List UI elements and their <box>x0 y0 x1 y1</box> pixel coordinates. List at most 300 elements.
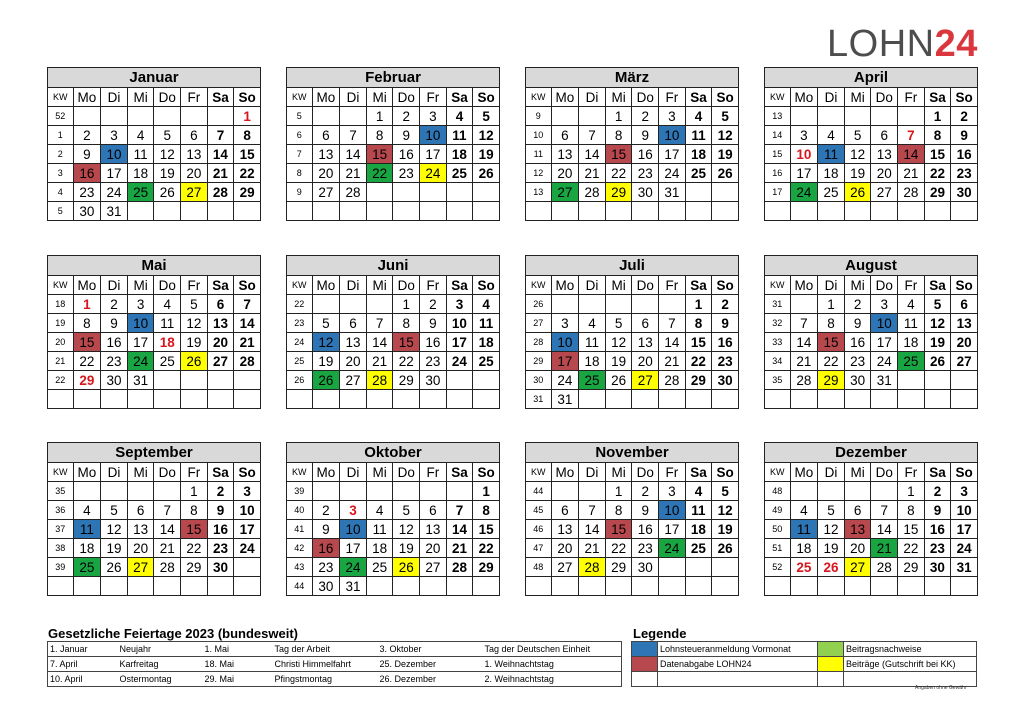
day-cell: 2 <box>844 295 871 314</box>
day-cell: 23 <box>924 539 951 558</box>
day-cell <box>340 390 367 409</box>
holiday-day-cell: 7 <box>898 126 925 145</box>
day-cell: 10 <box>446 314 473 333</box>
day-cell: 4 <box>473 295 500 314</box>
day-cell <box>154 202 181 221</box>
week-number: 17 <box>765 183 791 202</box>
day-cell: 27 <box>127 558 154 577</box>
week-row <box>48 126 261 145</box>
day-cell: 22 <box>605 164 632 183</box>
day-cell: 4 <box>818 126 845 145</box>
day-cell: 9 <box>632 126 659 145</box>
day-cell <box>181 390 208 409</box>
day-cell: 17 <box>234 520 261 539</box>
day-cell: 9 <box>924 501 951 520</box>
day-cell: 14 <box>234 314 261 333</box>
day-cell: 25 <box>154 352 181 371</box>
day-cell: 31 <box>951 558 978 577</box>
day-cell: 8 <box>605 126 632 145</box>
day-cell: 15 <box>605 145 632 164</box>
day-cell: 7 <box>790 314 818 333</box>
day-cell: 25 <box>685 164 712 183</box>
day-cell <box>605 202 632 221</box>
week-number <box>287 202 313 221</box>
holiday-name: 2. Weihnachtstag <box>483 672 622 687</box>
day-cell <box>632 390 659 409</box>
day-cell: 5 <box>712 482 739 501</box>
day-cell: 25 <box>366 558 393 577</box>
day-cell <box>790 107 818 126</box>
day-cell: 20 <box>340 352 367 371</box>
day-cell: 3 <box>420 107 447 126</box>
day-cell: 31 <box>101 202 128 221</box>
day-cell: 21 <box>446 539 473 558</box>
day-cell: 9 <box>420 314 447 333</box>
weekday-header: Do <box>393 463 420 482</box>
legend-swatch <box>818 642 844 657</box>
day-cell: 12 <box>818 520 845 539</box>
week-number: 5 <box>287 107 313 126</box>
day-cell: 21 <box>579 164 606 183</box>
day-cell: 1 <box>605 107 632 126</box>
week-row <box>765 390 978 409</box>
day-cell <box>420 183 447 202</box>
kw-header: KW <box>765 276 791 295</box>
week-number: 19 <box>48 314 74 333</box>
day-cell <box>312 107 340 126</box>
day-cell <box>340 202 367 221</box>
week-row <box>48 295 261 314</box>
day-cell: 30 <box>951 183 978 202</box>
day-cell: 18 <box>898 333 925 352</box>
weekday-header: Do <box>871 463 898 482</box>
weekday-header: Mi <box>605 88 632 107</box>
weekday-header: Di <box>818 463 845 482</box>
weekday-header: Mo <box>312 463 340 482</box>
day-cell: 22 <box>818 352 845 371</box>
week-row <box>765 107 978 126</box>
day-cell: 7 <box>340 126 367 145</box>
month-title: August <box>765 256 978 276</box>
month-calendar <box>525 67 739 221</box>
day-cell: 19 <box>818 539 845 558</box>
week-number: 10 <box>526 126 552 145</box>
day-cell: 26 <box>473 164 500 183</box>
week-number: 23 <box>287 314 313 333</box>
weekday-header: Sa <box>685 276 712 295</box>
day-cell: 12 <box>393 520 420 539</box>
day-cell <box>844 577 871 596</box>
day-cell: 28 <box>579 558 606 577</box>
weekday-header: Fr <box>898 276 925 295</box>
week-number: 28 <box>526 333 552 352</box>
day-cell <box>393 202 420 221</box>
day-cell: 3 <box>446 295 473 314</box>
week-row <box>765 539 978 558</box>
weekday-header: Do <box>393 276 420 295</box>
day-cell: 9 <box>312 520 340 539</box>
day-cell <box>844 390 871 409</box>
day-cell: 24 <box>340 558 367 577</box>
weekday-header: So <box>234 88 261 107</box>
day-cell: 13 <box>127 520 154 539</box>
day-cell: 28 <box>366 371 393 390</box>
day-cell: 23 <box>712 352 739 371</box>
weekday-header: Do <box>154 88 181 107</box>
day-cell: 13 <box>312 145 340 164</box>
day-cell: 25 <box>127 183 154 202</box>
logo-text-24: 24 <box>934 23 978 65</box>
day-cell: 26 <box>312 371 340 390</box>
day-cell <box>871 482 898 501</box>
day-cell: 1 <box>924 107 951 126</box>
week-row <box>287 145 500 164</box>
week-row <box>287 107 500 126</box>
weekday-header: Mo <box>551 463 579 482</box>
day-cell: 18 <box>685 145 712 164</box>
day-cell: 6 <box>551 126 579 145</box>
day-cell <box>898 577 925 596</box>
day-cell: 18 <box>790 539 818 558</box>
day-cell: 16 <box>632 520 659 539</box>
day-cell: 6 <box>951 295 978 314</box>
day-cell: 22 <box>898 539 925 558</box>
day-cell: 28 <box>790 371 818 390</box>
week-row <box>526 126 739 145</box>
day-cell: 1 <box>366 107 393 126</box>
day-cell: 3 <box>951 482 978 501</box>
day-cell: 20 <box>844 539 871 558</box>
week-row <box>765 333 978 352</box>
week-row <box>765 352 978 371</box>
day-cell: 19 <box>712 145 739 164</box>
weekday-header: Fr <box>181 276 208 295</box>
week-number: 39 <box>48 558 74 577</box>
weekday-header: Di <box>340 276 367 295</box>
day-cell <box>366 183 393 202</box>
day-cell: 10 <box>127 314 154 333</box>
day-cell <box>579 107 606 126</box>
day-cell: 19 <box>605 352 632 371</box>
day-cell: 24 <box>101 183 128 202</box>
day-cell: 28 <box>659 371 686 390</box>
weekday-header: Do <box>871 88 898 107</box>
day-cell: 28 <box>207 183 234 202</box>
day-cell <box>924 371 951 390</box>
day-cell <box>207 371 234 390</box>
day-cell: 15 <box>181 520 208 539</box>
day-cell: 24 <box>659 539 686 558</box>
day-cell: 5 <box>844 126 871 145</box>
holiday-name: Tag der Deutschen Einheit <box>483 642 622 657</box>
day-cell: 15 <box>73 333 101 352</box>
holiday-date: 25. Dezember <box>378 657 483 672</box>
day-cell: 18 <box>579 352 606 371</box>
day-cell: 10 <box>420 126 447 145</box>
week-row <box>48 333 261 352</box>
week-number <box>765 390 791 409</box>
day-cell: 26 <box>712 164 739 183</box>
day-cell: 12 <box>712 501 739 520</box>
day-cell: 12 <box>473 126 500 145</box>
day-cell: 3 <box>659 107 686 126</box>
day-cell <box>366 295 393 314</box>
day-cell: 27 <box>181 183 208 202</box>
day-cell: 20 <box>127 539 154 558</box>
day-cell <box>73 390 101 409</box>
week-row <box>287 390 500 409</box>
day-cell <box>101 482 128 501</box>
weekday-header: Di <box>579 463 606 482</box>
day-cell <box>790 202 818 221</box>
holiday-date: 10. April <box>48 672 118 687</box>
day-cell <box>207 202 234 221</box>
day-cell: 29 <box>393 371 420 390</box>
day-cell: 15 <box>393 333 420 352</box>
day-cell: 11 <box>685 126 712 145</box>
weekday-header: Mi <box>844 88 871 107</box>
day-cell <box>473 577 500 596</box>
day-cell: 17 <box>340 539 367 558</box>
day-cell: 19 <box>473 145 500 164</box>
weekday-header: Do <box>632 276 659 295</box>
day-cell <box>234 202 261 221</box>
day-cell <box>579 577 606 596</box>
legend-label: Lohnsteueranmeldung Vormonat <box>658 642 818 657</box>
day-cell: 27 <box>551 558 579 577</box>
day-cell: 15 <box>366 145 393 164</box>
day-cell <box>844 482 871 501</box>
week-row <box>287 183 500 202</box>
day-cell <box>605 295 632 314</box>
week-number: 47 <box>526 539 552 558</box>
week-row <box>48 501 261 520</box>
day-cell: 14 <box>790 333 818 352</box>
day-cell: 12 <box>154 145 181 164</box>
day-cell: 11 <box>446 126 473 145</box>
day-cell: 9 <box>951 126 978 145</box>
day-cell: 20 <box>420 539 447 558</box>
day-cell: 14 <box>207 145 234 164</box>
kw-header: KW <box>48 276 74 295</box>
weekday-header: So <box>473 88 500 107</box>
day-cell <box>207 390 234 409</box>
day-cell: 2 <box>393 107 420 126</box>
day-cell: 22 <box>685 352 712 371</box>
weekday-header: Mo <box>312 276 340 295</box>
day-cell: 11 <box>366 520 393 539</box>
day-cell: 6 <box>551 501 579 520</box>
day-cell: 4 <box>127 126 154 145</box>
week-number <box>526 577 552 596</box>
day-cell: 1 <box>473 482 500 501</box>
day-cell: 25 <box>898 352 925 371</box>
week-number: 38 <box>48 539 74 558</box>
day-cell <box>154 107 181 126</box>
weekday-header: So <box>234 463 261 482</box>
day-cell <box>605 577 632 596</box>
kw-header: KW <box>287 276 313 295</box>
kw-header: KW <box>526 463 552 482</box>
day-cell: 1 <box>818 295 845 314</box>
day-cell: 19 <box>101 539 128 558</box>
day-cell: 5 <box>818 501 845 520</box>
day-cell: 27 <box>871 183 898 202</box>
day-cell <box>632 295 659 314</box>
week-row <box>287 126 500 145</box>
week-number: 25 <box>287 352 313 371</box>
month-title: Dezember <box>765 443 978 463</box>
day-cell <box>312 202 340 221</box>
day-cell: 23 <box>73 183 101 202</box>
week-row <box>526 145 739 164</box>
weekday-header: Fr <box>420 463 447 482</box>
week-number: 35 <box>48 482 74 501</box>
day-cell: 29 <box>898 558 925 577</box>
day-cell: 21 <box>154 539 181 558</box>
day-cell: 3 <box>101 126 128 145</box>
day-cell <box>340 295 367 314</box>
week-number: 44 <box>526 482 552 501</box>
day-cell: 30 <box>632 183 659 202</box>
day-cell: 10 <box>951 501 978 520</box>
day-cell <box>393 577 420 596</box>
weekday-header: Mo <box>73 88 101 107</box>
day-cell <box>632 202 659 221</box>
day-cell <box>579 295 606 314</box>
week-number: 31 <box>765 295 791 314</box>
week-number <box>287 390 313 409</box>
week-row <box>765 164 978 183</box>
day-cell <box>154 482 181 501</box>
day-cell: 8 <box>605 501 632 520</box>
day-cell <box>551 107 579 126</box>
day-cell: 5 <box>101 501 128 520</box>
week-row <box>765 520 978 539</box>
day-cell <box>312 482 340 501</box>
week-row <box>287 202 500 221</box>
day-cell <box>127 202 154 221</box>
day-cell <box>181 107 208 126</box>
day-cell <box>951 371 978 390</box>
day-cell: 19 <box>312 352 340 371</box>
day-cell: 14 <box>871 520 898 539</box>
day-cell: 3 <box>790 126 818 145</box>
week-number: 9 <box>526 107 552 126</box>
day-cell: 10 <box>659 126 686 145</box>
week-number: 9 <box>287 183 313 202</box>
day-cell: 17 <box>101 164 128 183</box>
weekday-header: So <box>234 276 261 295</box>
day-cell: 26 <box>844 183 871 202</box>
weekday-header: Mo <box>551 276 579 295</box>
day-cell: 27 <box>844 558 871 577</box>
month-title: Januar <box>48 68 261 88</box>
day-cell: 5 <box>312 314 340 333</box>
week-number: 49 <box>765 501 791 520</box>
day-cell <box>73 577 101 596</box>
day-cell: 10 <box>340 520 367 539</box>
day-cell: 12 <box>844 145 871 164</box>
day-cell <box>473 390 500 409</box>
week-row <box>526 558 739 577</box>
legend-swatch <box>632 672 658 687</box>
week-number: 15 <box>765 145 791 164</box>
day-cell: 16 <box>632 145 659 164</box>
day-cell: 8 <box>73 314 101 333</box>
day-cell <box>446 202 473 221</box>
weekday-header: So <box>951 463 978 482</box>
weekday-header: Sa <box>446 88 473 107</box>
week-number: 5 <box>48 202 74 221</box>
day-cell: 24 <box>446 352 473 371</box>
day-cell: 22 <box>234 164 261 183</box>
kw-header: KW <box>48 463 74 482</box>
day-cell: 30 <box>101 371 128 390</box>
week-row <box>287 164 500 183</box>
week-row <box>287 539 500 558</box>
holiday-day-cell: 29 <box>73 371 101 390</box>
week-row <box>48 314 261 333</box>
weekday-header: Di <box>579 276 606 295</box>
day-cell: 23 <box>951 164 978 183</box>
holiday-name: Pfingstmontag <box>273 672 378 687</box>
day-cell: 4 <box>685 482 712 501</box>
day-cell: 23 <box>844 352 871 371</box>
week-number: 35 <box>765 371 791 390</box>
weekday-header: Fr <box>659 276 686 295</box>
day-cell: 16 <box>924 520 951 539</box>
day-cell: 22 <box>473 539 500 558</box>
weekday-header: Di <box>101 276 128 295</box>
day-cell <box>685 390 712 409</box>
day-cell: 13 <box>181 145 208 164</box>
week-number <box>48 390 74 409</box>
weekday-header: Mi <box>605 463 632 482</box>
day-cell: 16 <box>420 333 447 352</box>
weekday-header: Mi <box>844 276 871 295</box>
week-row <box>765 482 978 501</box>
weekday-header: Fr <box>659 88 686 107</box>
legend-swatch <box>818 672 844 687</box>
weekday-header: Do <box>154 463 181 482</box>
day-cell: 20 <box>312 164 340 183</box>
day-cell: 5 <box>154 126 181 145</box>
day-cell <box>393 390 420 409</box>
day-cell <box>473 371 500 390</box>
week-row <box>765 145 978 164</box>
week-row <box>287 577 500 596</box>
kw-header: KW <box>765 463 791 482</box>
week-row <box>526 164 739 183</box>
day-cell <box>685 558 712 577</box>
day-cell: 17 <box>420 145 447 164</box>
week-row <box>287 482 500 501</box>
day-cell <box>446 482 473 501</box>
day-cell: 4 <box>898 295 925 314</box>
day-cell: 28 <box>871 558 898 577</box>
weekday-header: Sa <box>924 276 951 295</box>
day-cell: 4 <box>579 314 606 333</box>
week-number <box>48 577 74 596</box>
day-cell <box>340 482 367 501</box>
weekday-header: Mi <box>127 276 154 295</box>
day-cell <box>101 107 128 126</box>
day-cell: 2 <box>312 501 340 520</box>
day-cell: 3 <box>659 482 686 501</box>
week-row <box>287 314 500 333</box>
day-cell: 24 <box>127 352 154 371</box>
